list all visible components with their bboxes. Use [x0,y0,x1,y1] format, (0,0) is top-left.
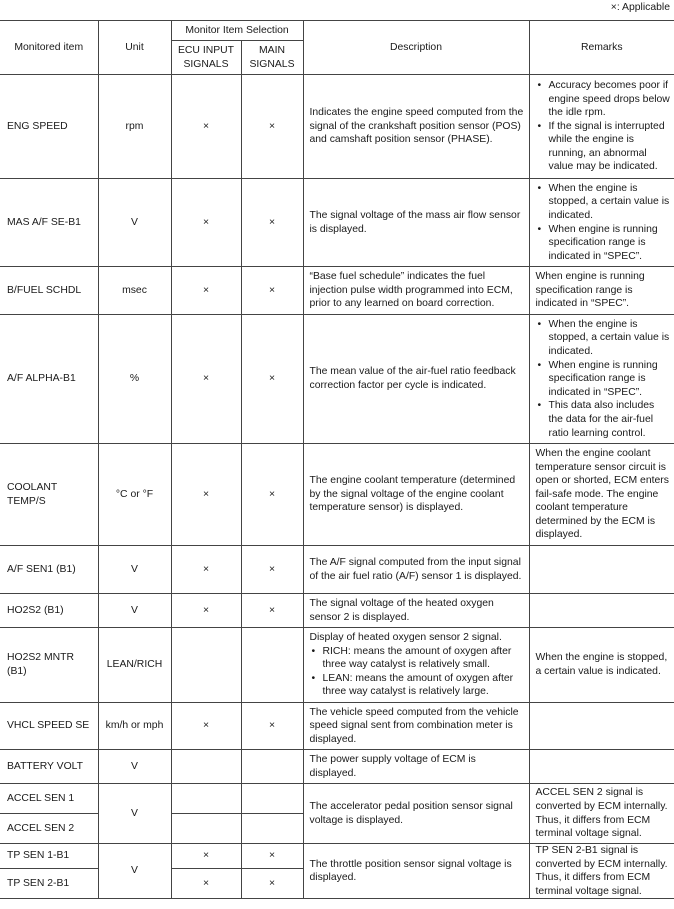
remarks-cell: When the engine coolant temperature sensor circuit is open or shorted, ECM enters fail-safe mode. The engine coolant temperature determined by the ECM is displayed. [529,444,674,546]
description-cell: The engine coolant temperature (determined by the signal voltage of the engine coolant temperature sensor) is displayed. [303,444,529,546]
table-row [0,444,674,546]
item-cell: ACCEL SEN 2 [0,814,98,844]
main-signal-mark: × [241,546,303,594]
ecu-input-mark [171,784,241,814]
item-cell: MAS A/F SE-B1 [0,179,98,267]
remarks-bullet: • When engine is running specification range is indicated in “SPEC”. [536,359,671,400]
applicable-legend: ×: Applicable [610,2,670,13]
item-cell: ACCEL SEN 1 [0,784,98,814]
description-cell: “Base fuel schedule” indicates the fuel injection pulse width programmed into ECM, prior to any learned on board correction. [303,267,529,315]
unit-cell: msec [98,267,171,315]
main-signal-mark [241,784,303,814]
remarks-cell [529,594,674,628]
remarks-cell [529,703,674,750]
table-row [0,267,674,315]
unit-cell: V [98,750,171,784]
description-cell [303,628,529,703]
unit-cell: % [98,315,171,444]
main-signal-mark: × [241,179,303,267]
description-cell: The mean value of the air-fuel ratio feedback correction factor per cycle is indicated. [303,315,529,444]
remarks-cell: When the engine is stopped, a certain value is indicated. [529,628,674,703]
description-intro: Display of heated oxygen sensor 2 signal. [309,632,502,644]
item-cell: TP SEN 1-B1 [0,844,98,869]
monitor-item-table [0,20,674,899]
description-cell: The signal voltage of the mass air flow sensor is displayed. [303,179,529,267]
ecu-input-mark: × [171,179,241,267]
unit-cell: rpm [98,75,171,179]
remarks-bullet: • When the engine is stopped, a certain value is indicated. [536,318,671,359]
main-signal-mark: × [241,844,303,869]
remarks-cell [529,750,674,784]
ecu-input-mark: × [171,546,241,594]
unit-cell: V [98,546,171,594]
item-cell: HO2S2 MNTR (B1) [0,628,98,703]
ecu-input-mark: × [171,267,241,315]
ecu-input-mark [171,814,241,844]
main-signal-mark: × [241,315,303,444]
ecu-input-mark: × [171,844,241,869]
remarks-cell [529,179,674,267]
item-cell: A/F ALPHA-B1 [0,315,98,444]
header-ecu-input-signals: ECU INPUT SIGNALS [171,41,241,75]
item-cell: COOLANT TEMP/S [0,444,98,546]
ecu-input-mark: × [171,315,241,444]
ecu-input-mark: × [171,444,241,546]
header-unit: Unit [98,21,171,75]
remarks-cell [529,546,674,594]
unit-cell: km/h or mph [98,703,171,750]
ecu-input-mark [171,750,241,784]
table-row [0,628,674,703]
item-cell: B/FUEL SCHDL [0,267,98,315]
main-signal-mark: × [241,594,303,628]
main-signal-mark: × [241,869,303,899]
header-description: Description [303,21,529,75]
description-bullet: • RICH: means the amount of oxygen after three way catalyst is relatively small. [310,645,525,672]
main-signal-mark [241,814,303,844]
main-signal-mark [241,628,303,703]
remarks-cell [529,75,674,179]
header-monitored-item: Monitored item [0,21,98,75]
remarks-cell [529,315,674,444]
header-remarks: Remarks [529,21,674,75]
main-signal-mark: × [241,267,303,315]
main-signal-mark [241,750,303,784]
table-row [0,784,674,814]
description-cell: The accelerator pedal position sensor signal voltage is displayed. [303,784,529,844]
description-bullet: • LEAN: means the amount of oxygen after three way catalyst is relatively large. [310,672,525,699]
unit-cell: LEAN/RICH [98,628,171,703]
remarks-bullet: • When the engine is stopped, a certain value is indicated. [536,182,671,223]
table-row [0,546,674,594]
ecu-input-mark: × [171,703,241,750]
table-row [0,75,674,179]
table-row [0,179,674,267]
header-main-signals: MAIN SIGNALS [241,41,303,75]
main-signal-mark: × [241,444,303,546]
remarks-bullet: • If the signal is interrupted while the engine is running, an abnormal value may be indicated. [536,120,671,174]
table-row [0,844,674,869]
item-cell: VHCL SPEED SE [0,703,98,750]
item-cell: TP SEN 2-B1 [0,869,98,899]
ecu-input-mark [171,628,241,703]
unit-cell: V [98,844,171,899]
ecu-input-mark: × [171,594,241,628]
main-signal-mark: × [241,75,303,179]
item-cell: HO2S2 (B1) [0,594,98,628]
remarks-cell: TP SEN 2-B1 signal is converted by ECM internally. Thus, it differs from ECM terminal voltage signal. [529,844,674,899]
description-cell: The vehicle speed computed from the vehicle speed signal sent from combination meter is displayed. [303,703,529,750]
remarks-cell: When engine is running specification range is indicated in “SPEC”. [529,267,674,315]
item-cell: BATTERY VOLT [0,750,98,784]
unit-cell: V [98,594,171,628]
ecu-input-mark: × [171,869,241,899]
remarks-bullet: • Accuracy becomes poor if engine speed drops below the idle rpm. [536,79,671,120]
unit-cell: V [98,784,171,844]
item-cell: ENG SPEED [0,75,98,179]
ecu-input-mark: × [171,75,241,179]
unit-cell: °C or °F [98,444,171,546]
description-cell: The signal voltage of the heated oxygen sensor 2 is displayed. [303,594,529,628]
remarks-cell: ACCEL SEN 2 signal is converted by ECM internally. Thus, it differs from ECM terminal voltage signal. [529,784,674,844]
header-monitor-item-selection: Monitor Item Selection [171,21,303,41]
remarks-bullet: • This data also includes the data for the air-fuel ratio learning control. [536,399,671,440]
unit-cell: V [98,179,171,267]
table-row [0,703,674,750]
table-row [0,594,674,628]
table-row [0,750,674,784]
remarks-bullet: • When engine is running specification range is indicated in “SPEC”. [536,223,671,264]
item-cell: A/F SEN1 (B1) [0,546,98,594]
description-cell: The power supply voltage of ECM is displayed. [303,750,529,784]
table-row [0,315,674,444]
description-cell: The throttle position sensor signal voltage is displayed. [303,844,529,899]
main-signal-mark: × [241,703,303,750]
description-cell: The A/F signal computed from the input signal of the air fuel ratio (A/F) sensor 1 is displayed. [303,546,529,594]
description-cell: Indicates the engine speed computed from the signal of the crankshaft position sensor (POS) and camshaft position sensor (PHASE). [303,75,529,179]
